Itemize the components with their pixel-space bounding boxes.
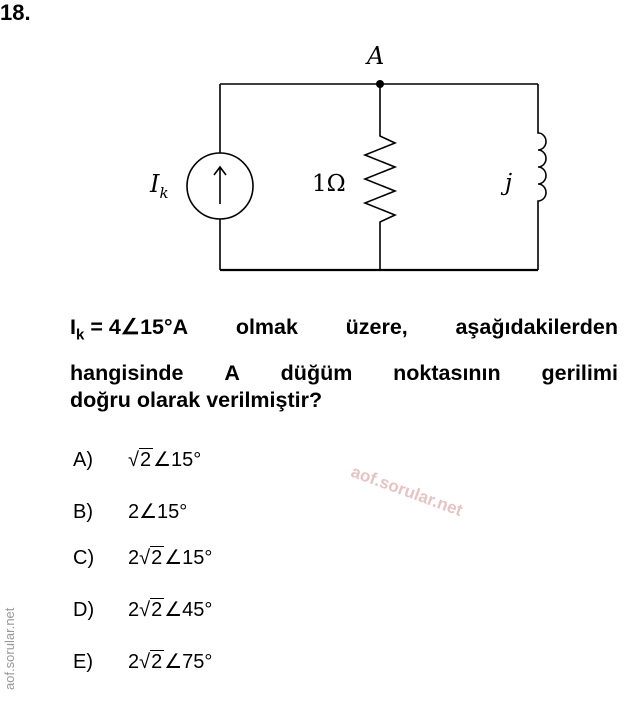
option-coefficient: 2 bbox=[128, 547, 140, 569]
option-a[interactable] bbox=[73, 447, 201, 472]
option-radicand: 2 bbox=[139, 449, 152, 471]
option-letter: B) bbox=[73, 501, 93, 523]
option-e[interactable] bbox=[73, 649, 212, 674]
word: gerilimi bbox=[541, 361, 618, 385]
question-line-1 bbox=[70, 315, 618, 343]
option-coefficient: 2 bbox=[128, 599, 140, 621]
question-line-2 bbox=[70, 361, 618, 386]
source-label-main: I bbox=[150, 170, 160, 198]
option-d[interactable] bbox=[73, 597, 212, 622]
sqrt-symbol: √2 bbox=[139, 651, 163, 673]
inductor-icon bbox=[538, 84, 546, 270]
ik-subscript: k bbox=[75, 326, 85, 344]
word: üzere, bbox=[345, 315, 408, 339]
option-letter: D) bbox=[73, 599, 95, 621]
resistor-label: 1Ω bbox=[312, 171, 346, 197]
question-line-3: doğru olarak verilmiştir? bbox=[70, 388, 323, 412]
source-label-sub: k bbox=[159, 183, 169, 202]
option-c[interactable] bbox=[73, 545, 212, 570]
option-radicand: 2 bbox=[151, 599, 163, 621]
option-letter: E) bbox=[73, 651, 93, 673]
source-label bbox=[150, 170, 169, 202]
sqrt-symbol: √2 bbox=[139, 599, 163, 621]
option-radicand: 2 bbox=[151, 651, 163, 673]
side-watermark: aof.sorular.net bbox=[2, 607, 17, 690]
option-coefficient: 2 bbox=[128, 501, 140, 523]
question-number: 18. bbox=[0, 0, 31, 25]
option-angle: ∠15° bbox=[139, 501, 188, 523]
option-angle: ∠75° bbox=[164, 651, 213, 673]
word: noktasının bbox=[393, 361, 501, 385]
option-b[interactable] bbox=[73, 499, 187, 524]
ik-expression bbox=[70, 315, 188, 343]
watermark: aof.sorular.net bbox=[348, 462, 466, 520]
ik-value: = 4∠15°A bbox=[90, 315, 189, 339]
word: hangisinde bbox=[70, 361, 184, 385]
word: düğüm bbox=[280, 361, 353, 385]
option-coefficient: 2 bbox=[128, 651, 140, 673]
sqrt-symbol: √2 bbox=[128, 449, 152, 471]
word: aşağıdakilerden bbox=[455, 315, 618, 339]
resistor-icon bbox=[365, 84, 395, 270]
word: A bbox=[224, 361, 240, 385]
sqrt-symbol: √2 bbox=[139, 547, 163, 569]
option-angle: ∠15° bbox=[164, 547, 213, 569]
source-arrow-icon bbox=[214, 167, 226, 204]
option-angle: ∠15° bbox=[153, 449, 202, 471]
circuit-diagram bbox=[0, 0, 640, 300]
inductor-label: j bbox=[505, 170, 513, 196]
node-label: A bbox=[367, 42, 385, 70]
ik-symbol: I bbox=[70, 315, 76, 339]
word: olmak bbox=[235, 315, 298, 339]
option-letter: A) bbox=[73, 449, 93, 471]
option-angle: ∠45° bbox=[164, 599, 213, 621]
node-a-dot bbox=[376, 80, 384, 88]
option-letter: C) bbox=[73, 547, 95, 569]
option-radicand: 2 bbox=[151, 547, 163, 569]
